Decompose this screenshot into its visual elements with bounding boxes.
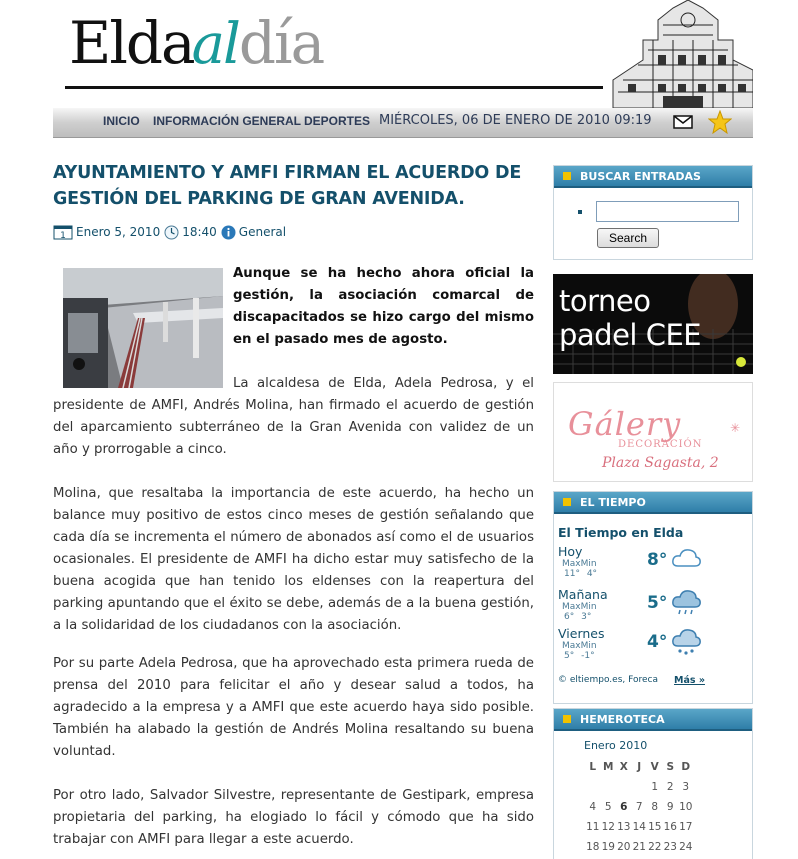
nav-inicio[interactable]: INICIO bbox=[103, 114, 140, 128]
search-heading-label: BUSCAR ENTRADAS bbox=[580, 170, 701, 183]
search-widget bbox=[553, 165, 753, 260]
calendar-day[interactable]: 9 bbox=[666, 801, 674, 813]
calendar-day bbox=[632, 777, 648, 797]
article-paragraph: Por su parte Adela Pedrosa, que ha aprovechado esta primera rueda de prensa del 2010 para felicitar el año y desear salud a todos, ha agradecido a la empresa y a AMFI que este acuerdo haya sido posible. También ha alabado la gestión de Andrés Molina resaltando su buena voluntad. bbox=[53, 656, 534, 759]
search-button[interactable]: Search bbox=[597, 228, 659, 248]
calendar-week bbox=[585, 797, 694, 817]
logo-text-al: al bbox=[191, 12, 239, 77]
logo-text-elda: Elda bbox=[69, 9, 194, 77]
article-title[interactable]: AYUNTAMIENTO Y AMFI FIRMAN EL ACUERDO DE GESTIÓN DEL PARKING DE GRAN AVENIDA. bbox=[53, 163, 522, 209]
square-bullet-icon bbox=[563, 172, 571, 180]
weather-box bbox=[556, 520, 706, 700]
calendar-day[interactable]: 3 bbox=[682, 781, 690, 793]
list-bullet bbox=[578, 210, 582, 214]
building-illustration bbox=[603, 0, 753, 108]
calendar-day[interactable]: 24 bbox=[679, 841, 693, 853]
weekday-label: J bbox=[637, 761, 642, 773]
calendar-day[interactable]: 5 bbox=[604, 801, 612, 813]
weekday-label: L bbox=[589, 761, 597, 773]
calendar-week bbox=[585, 777, 694, 797]
star-icon[interactable] bbox=[708, 110, 732, 134]
calendar-day[interactable]: 22 bbox=[648, 841, 662, 853]
weather-row bbox=[558, 626, 706, 666]
archive-widget-heading bbox=[554, 709, 752, 731]
article-paragraph: Molina, que resaltaba la importancia de este acuerdo, ha hecho un balance muy positivo de estos cinco meses de gestión señalando que cada día se incrementa el número de abonados así como el de usuarios ocasionales. El presidente de AMFI ha dicho estar muy satisfecho de la buena acogida que han tenido los eldenses con la reapertura del parking apuntando que el éxito se debe, además de a la buena gestión, a la solidaridad de los ciudadanos con la asociación. bbox=[53, 486, 534, 633]
padel-line2: padel CEE bbox=[559, 318, 702, 352]
site-header bbox=[53, 0, 753, 108]
weekday-label: X bbox=[619, 761, 628, 773]
padel-line1: torneo bbox=[559, 284, 651, 318]
gallery-banner[interactable] bbox=[553, 382, 753, 482]
calendar-day[interactable]: 12 bbox=[601, 821, 615, 833]
mail-icon[interactable] bbox=[673, 114, 693, 130]
calendar-day[interactable]: 8 bbox=[651, 801, 659, 813]
article-time: 18:40 bbox=[182, 225, 217, 239]
calendar-day[interactable]: 1 bbox=[651, 781, 659, 793]
parking-photo bbox=[63, 268, 223, 388]
calendar-day[interactable]: 20 bbox=[617, 841, 631, 853]
weather-row bbox=[558, 544, 706, 584]
padel-banner[interactable] bbox=[553, 274, 753, 374]
article-intro: Aunque se ha hecho ahora oficial la gestión, la asociación comarcal de discapacitados se hizo cargo del mismo en el pasado mes de agosto. bbox=[233, 266, 534, 347]
weather-maxmin-label: MaxMin bbox=[562, 602, 597, 612]
square-bullet-icon bbox=[563, 498, 571, 506]
article-date: Enero 5, 2010 bbox=[76, 225, 161, 239]
article-paragraph: La alcaldesa de Elda, Adela Pedrosa, y el presidente de AMFI, Andrés Molina, han firmado el acuerdo de gestión del aparcamiento subterráneo de la Gran Avenida con validez de un año y prorrogable a cinco. bbox=[53, 376, 534, 457]
calendar-week bbox=[585, 817, 694, 837]
rain-cloud-icon bbox=[670, 589, 702, 617]
weekday-label: S bbox=[666, 761, 675, 773]
article bbox=[53, 160, 534, 847]
calendar-day bbox=[601, 777, 617, 797]
weather-maxmin-label: MaxMin bbox=[562, 559, 597, 569]
calendar-day[interactable]: 6 bbox=[620, 801, 628, 813]
weather-day: Hoy bbox=[558, 544, 583, 559]
snow-cloud-icon bbox=[670, 628, 702, 656]
calendar-day[interactable]: 15 bbox=[648, 821, 662, 833]
calendar-day[interactable]: 13 bbox=[617, 821, 631, 833]
square-bullet-icon bbox=[563, 715, 571, 723]
calendar-icon bbox=[53, 225, 73, 240]
info-icon bbox=[221, 225, 236, 240]
weather-heading-label: EL TIEMPO bbox=[580, 496, 646, 509]
calendar-day[interactable]: 19 bbox=[601, 841, 615, 853]
weather-credit: © eltiempo.es, Foreca bbox=[558, 675, 658, 685]
weather-temp: 4° bbox=[647, 632, 668, 652]
calendar-day[interactable]: 16 bbox=[663, 821, 677, 833]
padel-banner-text bbox=[559, 284, 701, 352]
nav-deportes[interactable]: DEPORTES bbox=[304, 114, 371, 128]
weekday-label: D bbox=[681, 761, 691, 773]
nav-informacion-general[interactable]: INFORMACIÓN GENERAL bbox=[153, 114, 301, 128]
cloud-icon bbox=[670, 546, 702, 570]
weather-title[interactable]: El Tiempo en Elda bbox=[558, 525, 684, 540]
article-paragraph: Por otro lado, Salvador Silvestre, representante de Gestipark, empresa propietaria del parking, ha elogiado lo fácil y cómodo que ha sido trabajar con AMFI para llegar a este acuerdo. bbox=[53, 788, 534, 847]
weather-day: Mañana bbox=[558, 587, 608, 602]
weather-more-link[interactable]: Más » bbox=[674, 675, 705, 686]
gallery-sub: DECORACIÓN bbox=[618, 439, 703, 450]
archive-widget bbox=[553, 708, 753, 859]
calendar-weekdays bbox=[585, 757, 694, 777]
weather-widget bbox=[553, 491, 753, 704]
svg-text:1: 1 bbox=[60, 230, 66, 240]
search-input[interactable] bbox=[596, 201, 739, 222]
gallery-star-icon: ✳ bbox=[730, 421, 741, 435]
calendar-day[interactable]: 18 bbox=[586, 841, 600, 853]
calendar-day[interactable]: 2 bbox=[666, 781, 674, 793]
calendar-day bbox=[616, 777, 632, 797]
calendar-day[interactable]: 17 bbox=[679, 821, 693, 833]
calendar-day bbox=[585, 777, 601, 797]
weather-temp: 8° bbox=[647, 550, 668, 570]
calendar bbox=[585, 757, 694, 857]
logo-text-dia: día bbox=[238, 9, 324, 77]
gallery-place: Plaza Sagasta, 2 bbox=[602, 455, 719, 471]
weather-maxmin-label: MaxMin bbox=[562, 641, 597, 651]
article-category[interactable]: General bbox=[238, 225, 287, 239]
site-logo[interactable] bbox=[69, 9, 324, 77]
weather-day: Viernes bbox=[558, 626, 605, 641]
calendar-day[interactable]: 4 bbox=[589, 801, 597, 813]
weather-maxmin-values: 5° -1° bbox=[564, 651, 595, 661]
calendar-day[interactable]: 21 bbox=[632, 841, 646, 853]
weekday-label: M bbox=[603, 761, 614, 773]
calendar-day[interactable]: 7 bbox=[635, 801, 643, 813]
gallery-brand: Gálery bbox=[568, 405, 682, 443]
clock-icon bbox=[164, 225, 179, 240]
calendar-day[interactable]: 11 bbox=[586, 821, 600, 833]
weather-row bbox=[558, 587, 706, 627]
article-meta bbox=[53, 224, 534, 240]
calendar-caption: Enero 2010 bbox=[584, 739, 648, 752]
main-nav bbox=[53, 108, 753, 138]
weather-widget-heading bbox=[554, 492, 752, 514]
calendar-day[interactable]: 23 bbox=[663, 841, 677, 853]
calendar-day[interactable]: 10 bbox=[679, 801, 693, 813]
current-date: MIÉRCOLES, 06 DE ENERO DE 2010 09:19 bbox=[379, 113, 652, 128]
weather-temp: 5° bbox=[647, 593, 668, 613]
calendar-week bbox=[585, 837, 694, 857]
search-widget-heading bbox=[554, 166, 752, 188]
weather-maxmin-values: 6° 3° bbox=[564, 612, 592, 622]
weather-maxmin-values: 11° 4° bbox=[564, 569, 598, 579]
header-divider bbox=[65, 86, 655, 89]
weekday-label: V bbox=[650, 761, 659, 773]
calendar-day[interactable]: 14 bbox=[632, 821, 646, 833]
archive-heading-label: HEMEROTECA bbox=[580, 713, 665, 726]
